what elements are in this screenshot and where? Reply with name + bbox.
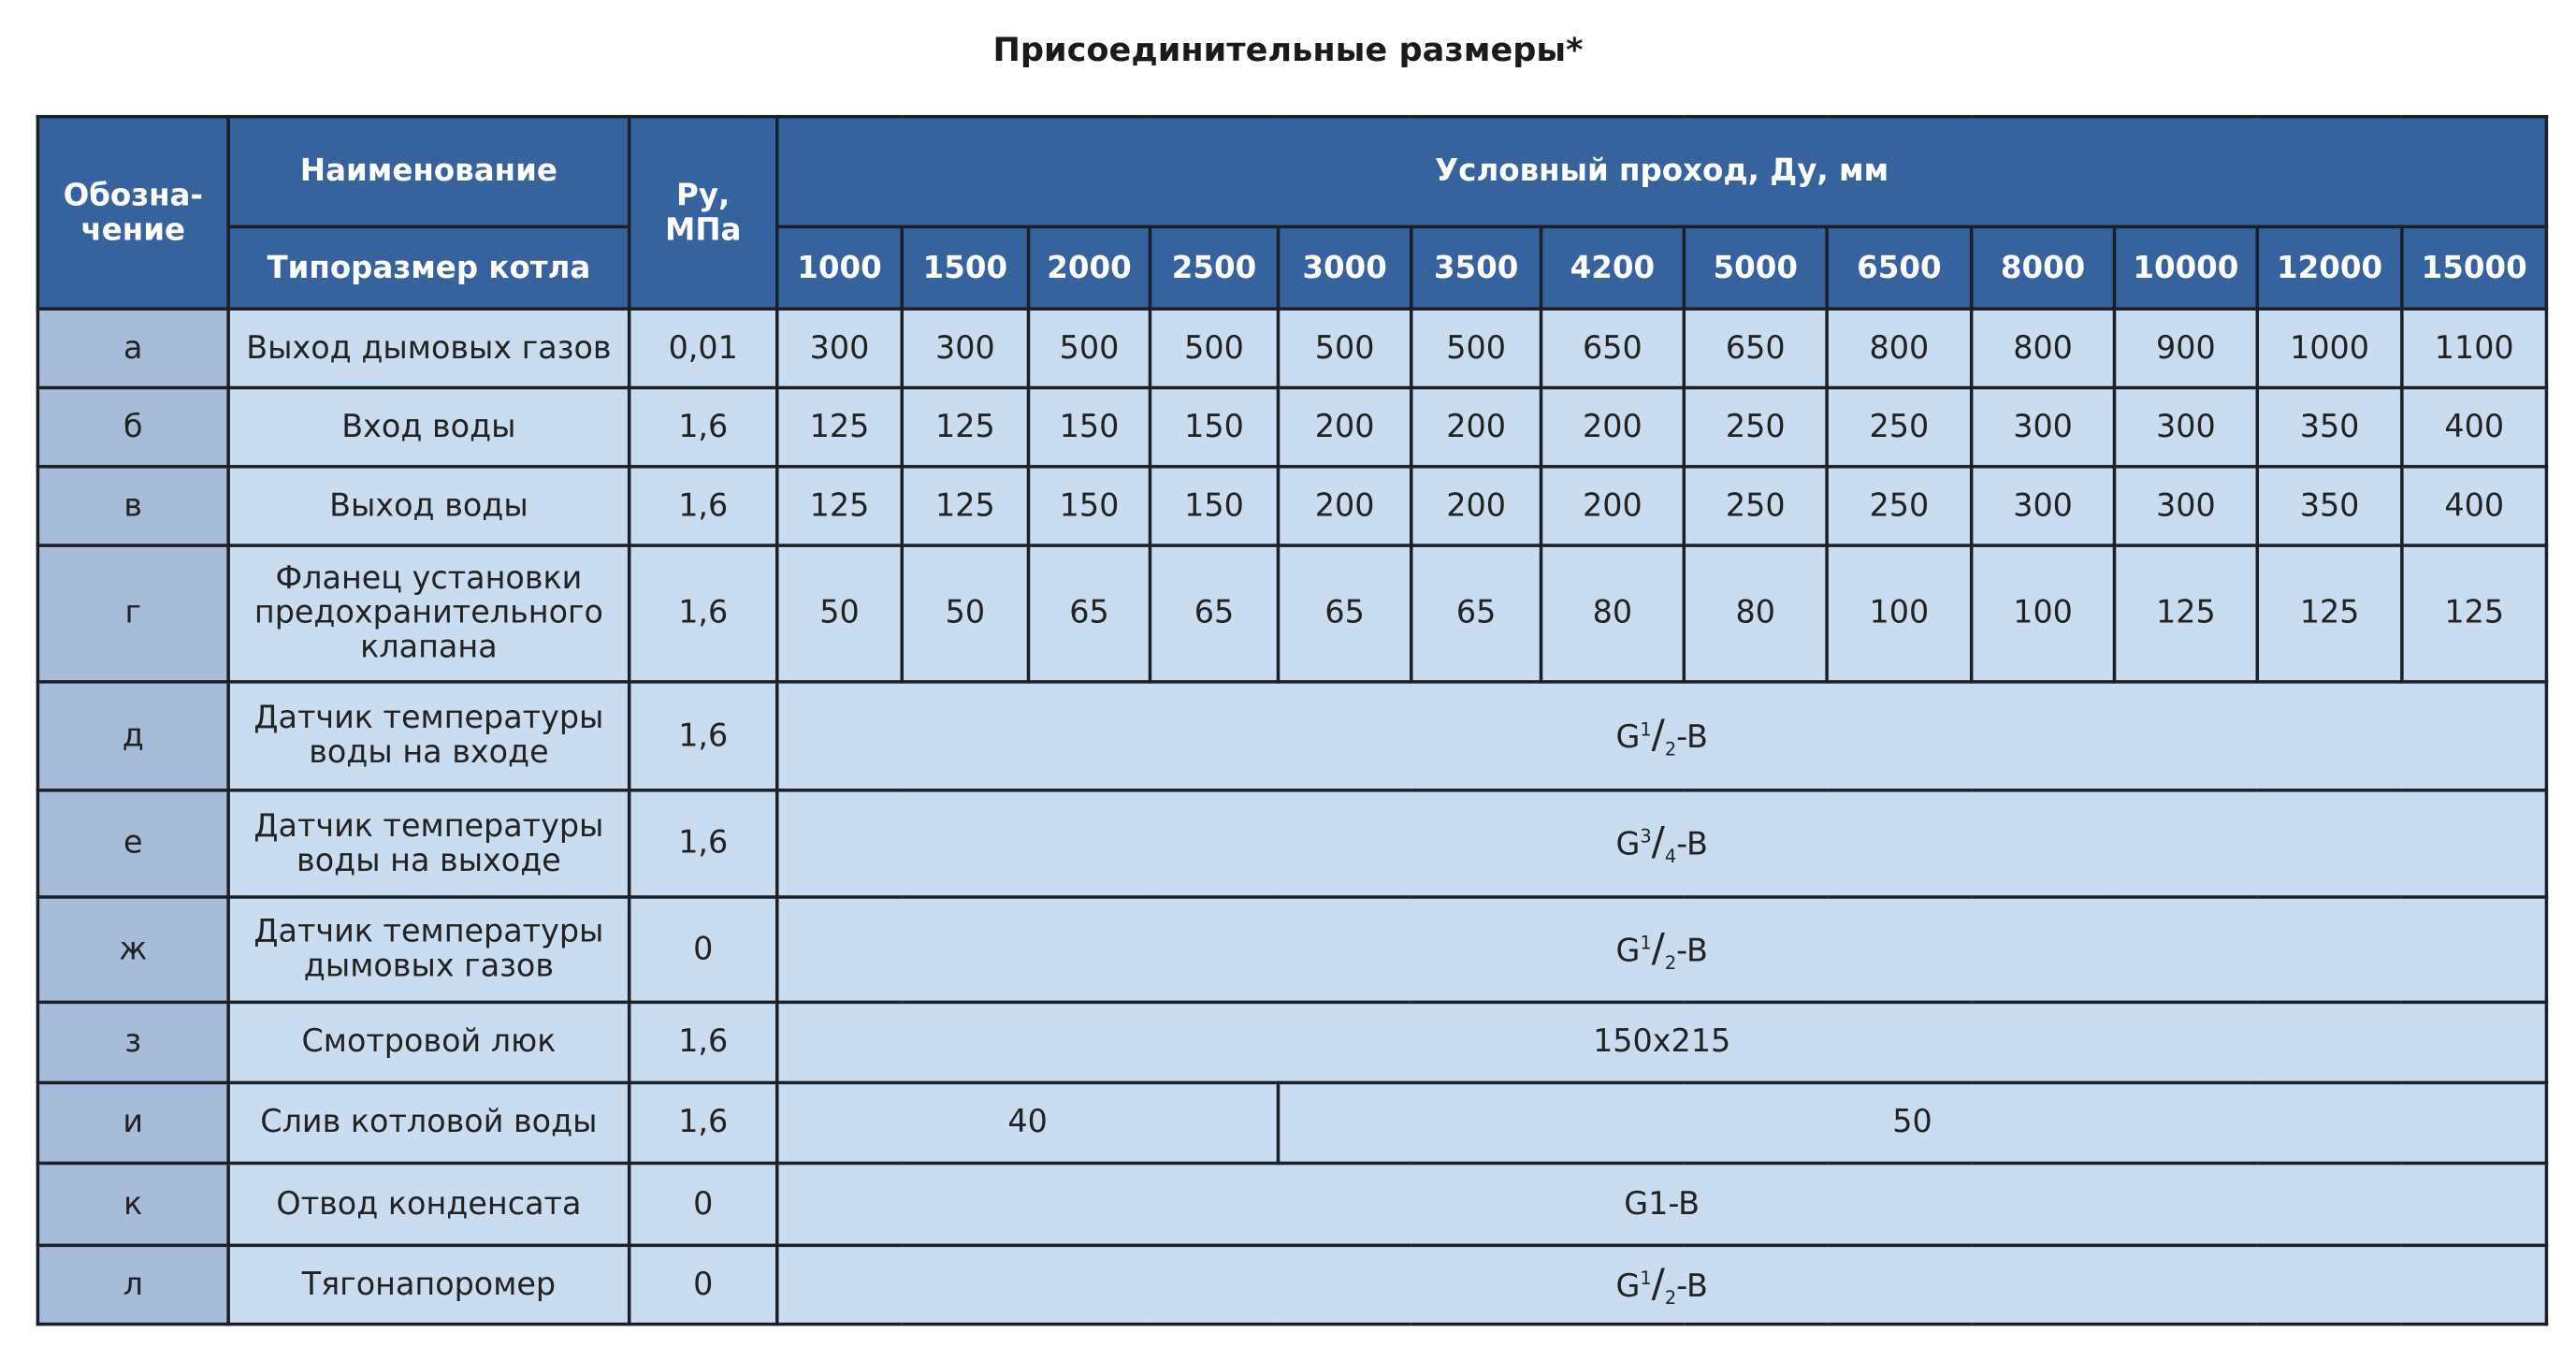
header-size-4200: 4200 <box>1541 226 1685 309</box>
value-cell: 650 <box>1684 309 1827 387</box>
pressure-cell: 0 <box>630 1164 777 1246</box>
name-cell: Датчик температуры воды на входе <box>228 682 630 790</box>
value-cell: 500 <box>1411 309 1541 387</box>
header-pressure: Ру, МПа <box>630 117 777 309</box>
name-cell: Вход воды <box>228 388 630 467</box>
name-cell: Смотровой люк <box>228 1002 630 1082</box>
value-cell: 150 <box>1029 467 1151 545</box>
header-size-8000: 8000 <box>1972 226 2115 309</box>
value-cell: 300 <box>2114 467 2257 545</box>
name-cell: Выход воды <box>228 467 630 545</box>
thread-cell <box>777 897 2547 1002</box>
thread-base: G <box>1615 718 1641 756</box>
pressure-cell: 1,6 <box>630 682 777 790</box>
value-cell: 80 <box>1684 545 1827 682</box>
fraction-slash: / <box>1651 1259 1665 1306</box>
header-boiler-size: Типоразмер котла <box>228 226 630 309</box>
value-cell: 1100 <box>2402 309 2547 387</box>
thread-numerator: 1 <box>1640 717 1652 740</box>
value-cell: 300 <box>1972 467 2115 545</box>
value-cell: 350 <box>2257 388 2402 467</box>
value-cell: 200 <box>1278 467 1411 545</box>
value-cell: 125 <box>777 467 902 545</box>
value-cell: 125 <box>902 467 1028 545</box>
value-cell: 125 <box>2402 545 2547 682</box>
designation-cell: е <box>37 790 228 897</box>
value-cell: 125 <box>902 388 1028 467</box>
table-row <box>37 1164 2546 1246</box>
thread-numerator: 1 <box>1640 932 1652 954</box>
value-cell: 250 <box>1684 388 1827 467</box>
value-cell: 100 <box>1827 545 1972 682</box>
value-cell: 125 <box>777 388 902 467</box>
value-cell: 65 <box>1411 545 1541 682</box>
name-cell: Датчик температуры дымовых газов <box>228 897 630 1002</box>
value-cell: 150 <box>1029 388 1151 467</box>
name-cell: Отвод конденсата <box>228 1164 630 1246</box>
value-cell: 400 <box>2402 388 2547 467</box>
designation-cell: а <box>37 309 228 387</box>
thread-base: G <box>1615 1267 1641 1304</box>
pressure-cell: 0,01 <box>630 309 777 387</box>
value-cell: 300 <box>777 309 902 387</box>
table-row <box>37 467 2546 545</box>
designation-cell: з <box>37 1002 228 1082</box>
header-name: Наименование <box>228 117 630 227</box>
table-row <box>37 790 2546 897</box>
table-row <box>37 682 2546 790</box>
name-cell: Выход дымовых газов <box>228 309 630 387</box>
value-cell: 65 <box>1278 545 1411 682</box>
thread-cell <box>777 682 2547 790</box>
value-cell: 500 <box>1278 309 1411 387</box>
name-cell: Фланец установки предохранительного клапана <box>228 545 630 682</box>
header-designation: Обозна-чение <box>37 117 228 309</box>
value-cell: 200 <box>1278 388 1411 467</box>
fraction-slash: / <box>1651 818 1665 864</box>
pressure-cell: 1,6 <box>630 467 777 545</box>
thread-denominator: 2 <box>1664 1286 1677 1309</box>
pressure-cell: 1,6 <box>630 545 777 682</box>
value-cell: 300 <box>2114 388 2257 467</box>
header-nominal-bore: Условный проход, Ду, мм <box>777 117 2547 227</box>
thread-denominator: 4 <box>1664 846 1677 868</box>
value-cell: 65 <box>1029 545 1151 682</box>
connection-sizes-table <box>36 115 2549 1325</box>
value-cell: 50 <box>902 545 1028 682</box>
value-cell: 800 <box>1972 309 2115 387</box>
value-cell: 350 <box>2257 467 2402 545</box>
pressure-cell: 1,6 <box>630 1082 777 1163</box>
fraction-slash: / <box>1651 710 1665 757</box>
value-cell: 125 <box>2257 545 2402 682</box>
value-cell: 400 <box>2402 467 2547 545</box>
thread-denominator: 2 <box>1664 951 1677 974</box>
value-cell: 150 <box>1150 388 1278 467</box>
thread-numerator: 1 <box>1640 1267 1652 1289</box>
thread-denominator: 2 <box>1664 738 1677 760</box>
value-cell: 300 <box>902 309 1028 387</box>
designation-cell: д <box>37 682 228 790</box>
value-cell: 200 <box>1541 388 1685 467</box>
pressure-cell: 1,6 <box>630 388 777 467</box>
value-cell: 80 <box>1541 545 1685 682</box>
thread-cell <box>777 790 2547 897</box>
thread-cell <box>777 1245 2547 1324</box>
header-size-3500: 3500 <box>1411 226 1541 309</box>
header-size-1500: 1500 <box>902 226 1028 309</box>
header-size-6500: 6500 <box>1827 226 1972 309</box>
value-cell: 100 <box>1972 545 2115 682</box>
value-cell: 250 <box>1684 467 1827 545</box>
table-row <box>37 545 2546 682</box>
thread-numerator: 3 <box>1640 825 1652 847</box>
value-cell: 150 <box>1150 467 1278 545</box>
designation-cell: к <box>37 1164 228 1246</box>
table-row <box>37 1082 2546 1163</box>
table-row <box>37 897 2546 1002</box>
fraction-slash: / <box>1651 923 1665 971</box>
header-size-10000: 10000 <box>2114 226 2257 309</box>
value-cell: 250 <box>1827 467 1972 545</box>
name-cell: Слив котловой воды <box>228 1082 630 1163</box>
table-row <box>37 388 2546 467</box>
designation-cell: ж <box>37 897 228 1002</box>
header-size-5000: 5000 <box>1684 226 1827 309</box>
value-cell: 1000 <box>2257 309 2402 387</box>
header-size-12000: 12000 <box>2257 226 2402 309</box>
value-cell-merged: 50 <box>1278 1082 2546 1163</box>
designation-cell: г <box>37 545 228 682</box>
value-cell: 500 <box>1029 309 1151 387</box>
table-row <box>37 1245 2546 1324</box>
thread-suffix: -B <box>1676 826 1708 863</box>
value-cell: 200 <box>1411 467 1541 545</box>
designation-cell: в <box>37 467 228 545</box>
page-title: Присоединительные размеры* <box>992 29 1584 69</box>
value-cell: 800 <box>1827 309 1972 387</box>
header-size-2500: 2500 <box>1150 226 1278 309</box>
pressure-cell: 0 <box>630 1245 777 1324</box>
value-cell: 50 <box>777 545 902 682</box>
pressure-cell: 1,6 <box>630 1002 777 1082</box>
thread-suffix: -B <box>1676 718 1708 756</box>
value-cell-merged: 40 <box>777 1082 1279 1163</box>
value-cell-merged: 150x215 <box>777 1002 2547 1082</box>
designation-cell: л <box>37 1245 228 1324</box>
thread-suffix: -B <box>1676 1267 1708 1304</box>
value-cell: 650 <box>1541 309 1685 387</box>
header-size-3000: 3000 <box>1278 226 1411 309</box>
header-size-15000: 15000 <box>2402 226 2547 309</box>
value-cell: 200 <box>1411 388 1541 467</box>
value-cell: 125 <box>2114 545 2257 682</box>
name-cell: Датчик температуры воды на выходе <box>228 790 630 897</box>
value-cell: 300 <box>1972 388 2115 467</box>
value-cell: 65 <box>1150 545 1278 682</box>
value-cell: 500 <box>1150 309 1278 387</box>
designation-cell: и <box>37 1082 228 1163</box>
value-cell: 900 <box>2114 309 2257 387</box>
value-cell-merged: G1-B <box>777 1164 2547 1246</box>
value-cell: 200 <box>1541 467 1685 545</box>
table-row <box>37 309 2546 387</box>
thread-base: G <box>1615 932 1641 969</box>
thread-suffix: -B <box>1676 932 1708 969</box>
value-cell: 250 <box>1827 388 1972 467</box>
pressure-cell: 1,6 <box>630 790 777 897</box>
header-size-1000: 1000 <box>777 226 902 309</box>
pressure-cell: 0 <box>630 897 777 1002</box>
header-size-2000: 2000 <box>1029 226 1151 309</box>
designation-cell: б <box>37 388 228 467</box>
table-row <box>37 1002 2546 1082</box>
thread-base: G <box>1615 826 1641 863</box>
name-cell: Тягонапоромер <box>228 1245 630 1324</box>
